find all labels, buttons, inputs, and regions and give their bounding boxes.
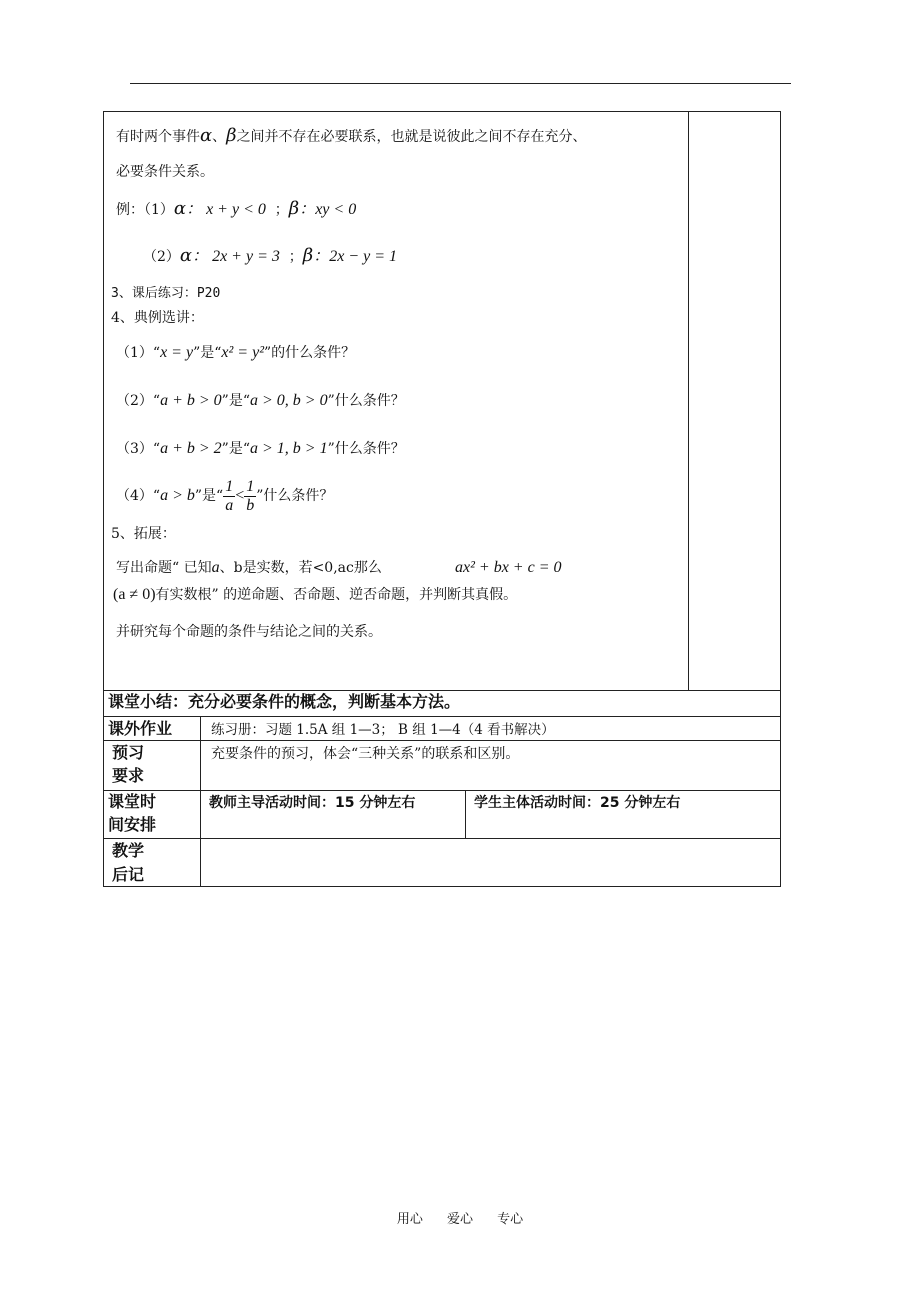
homework-text: 练习册：习题 1.5A 组 1—3； B 组 1—4（4 看书解决） xyxy=(211,722,555,738)
extension-line-2: (a ≠ 0)有实数根” 的逆命题、否命题、逆否命题，并判断其真假。 xyxy=(113,586,518,603)
homework-label: 课外作业 xyxy=(108,719,173,738)
time-split-divider xyxy=(465,790,466,838)
page-footer: 用心 爱心 专心 xyxy=(396,1212,524,1227)
summary-text: 课堂小结：充分必要条件的概念，判断基本方法。 xyxy=(108,692,461,711)
example-2: （2）α： 2x + y = 3 ；β：2x − y = 1 xyxy=(143,245,398,266)
time-student: 学生主体活动时间：25 分钟左右 xyxy=(474,795,681,811)
time-teacher: 教师主导活动时间：15 分钟左右 xyxy=(209,795,416,811)
row-divider xyxy=(104,716,780,717)
label-column-divider xyxy=(200,716,201,887)
example-1: 例：（1）α： x + y < 0 ；β：xy < 0 xyxy=(116,198,357,219)
item-3: 3、课后练习：P20 xyxy=(111,286,221,301)
right-column-divider xyxy=(688,112,689,690)
item-5: 5、拓展： xyxy=(111,526,176,542)
row-divider xyxy=(104,790,780,791)
time-label-2: 间安排 xyxy=(108,815,157,834)
item-4: 4、典例选讲： xyxy=(111,310,204,326)
preview-label-1: 预习 xyxy=(112,743,145,762)
header-rule xyxy=(130,83,791,84)
extension-equation: ax² + bx + c = 0 xyxy=(455,559,562,576)
fraction-1-over-b: $\frac{1}{b}$ xyxy=(246,477,255,514)
notes-label-1: 教学 xyxy=(112,841,145,860)
row-divider xyxy=(104,740,780,741)
extension-line-1: 写出命题“ 已知a、b是实数，若<0,ac那么 xyxy=(116,559,382,576)
time-label-1: 课堂时 xyxy=(108,792,157,811)
intro-line-2: 必要条件关系。 xyxy=(116,164,214,180)
question-2: （2）“a + b > 0”是“a > 0, b > 0”什么条件？ xyxy=(116,392,405,409)
question-1: （1）“x = y”是“x² = y²”的什么条件？ xyxy=(116,344,356,361)
preview-label-2: 要求 xyxy=(112,766,145,785)
row-divider xyxy=(104,838,780,839)
preview-text: 充要条件的预习，体会“三种关系”的联系和区别。 xyxy=(211,746,520,762)
notes-label-2: 后记 xyxy=(112,865,145,884)
question-3: （3）“a + b > 2”是“a > 1, b > 1”什么条件？ xyxy=(116,440,405,457)
intro-line-1: 有时两个事件α、β之间并不存在必要联系，也就是说彼此之间不存在充分、 xyxy=(116,125,587,146)
fraction-1-over-a: $\frac{1}{a}$ xyxy=(225,477,234,514)
extension-line-3: 并研究每个命题的条件与结论之间的关系。 xyxy=(116,624,382,640)
question-4: （4）“a > b”是“ $\frac{1}{a}$ < $\frac{1}{b}$ ”什么条件？ xyxy=(116,477,334,514)
